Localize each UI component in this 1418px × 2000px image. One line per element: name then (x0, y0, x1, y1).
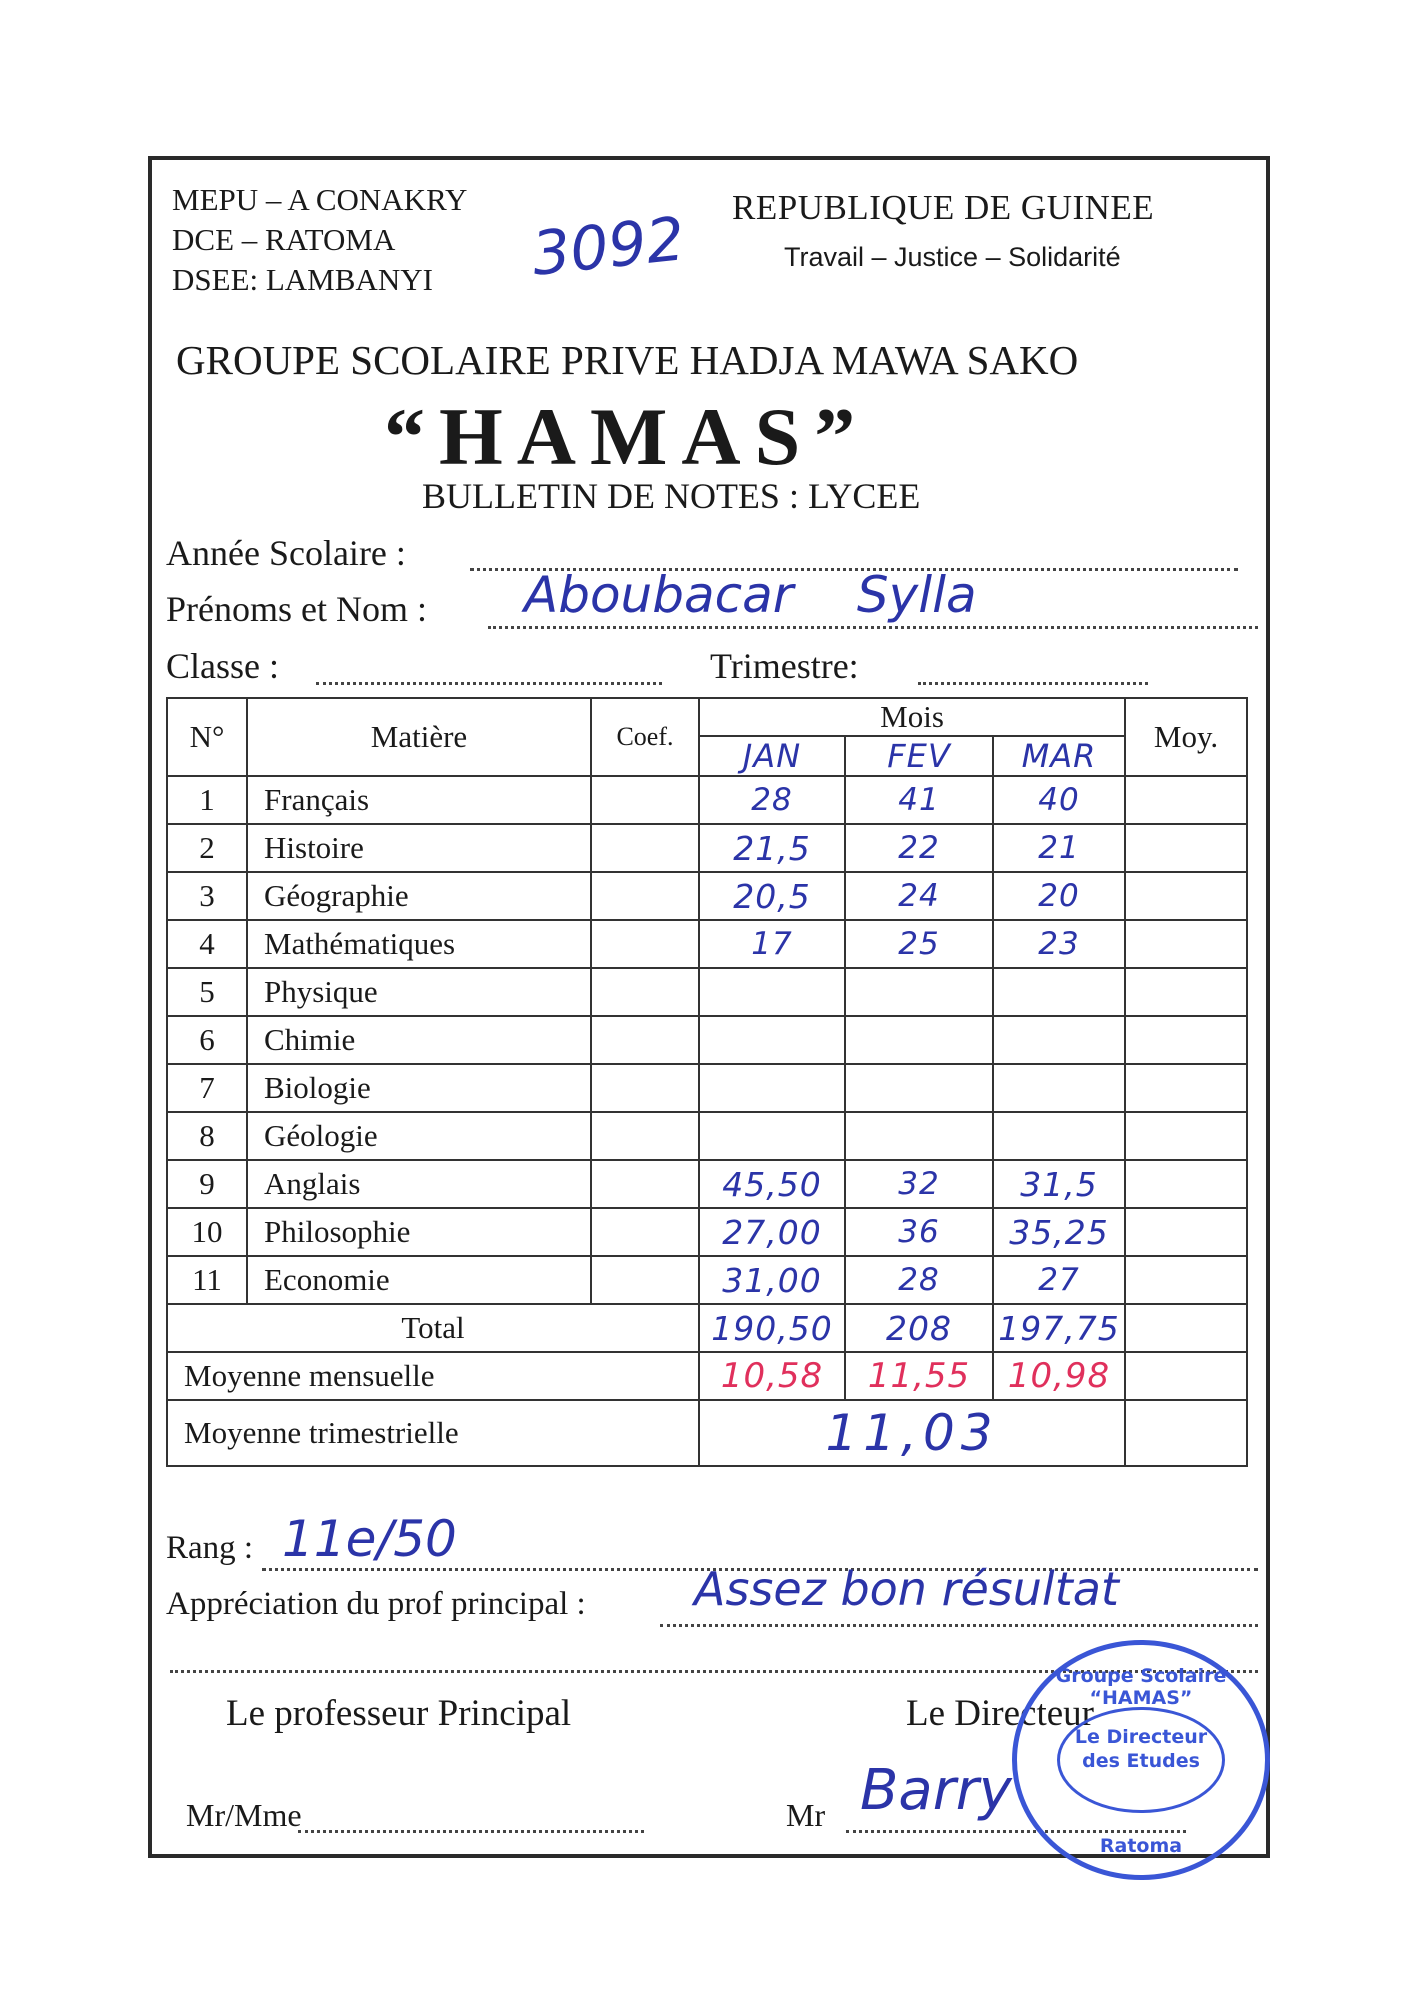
row-moy (1125, 968, 1247, 1016)
stamp-ring-text: Groupe Scolaire “HAMAS” (1055, 1665, 1227, 1709)
ministry-line-3: DSEE: LAMBANYI (172, 262, 433, 297)
row-subject: Biologie (247, 1064, 591, 1112)
row-coef (591, 920, 699, 968)
row-coef (591, 1208, 699, 1256)
total-label: Total (167, 1304, 699, 1352)
row-subject: Français (247, 776, 591, 824)
prof-principal-label: Le professeur Principal (226, 1693, 572, 1734)
row-jan: 31,00 (699, 1256, 845, 1304)
row-jan (699, 1064, 845, 1112)
appreciation-label: Appréciation du prof principal : (166, 1586, 586, 1622)
row-moy (1125, 776, 1247, 824)
row-fev: 22 (845, 824, 993, 872)
row-jan: 27,00 (699, 1208, 845, 1256)
mr-mme-label: Mr/Mme (186, 1797, 302, 1833)
mr-label: Mr (786, 1797, 826, 1833)
month-fev: FEV (845, 736, 993, 776)
annee-label: Année Scolaire : (166, 533, 406, 573)
handwritten-number: 3092 (528, 204, 688, 290)
table-row (167, 1208, 1247, 1256)
row-mar (993, 1064, 1125, 1112)
school-acronym: “HAMAS” (384, 391, 870, 482)
trimestrielle-value: 11,03 (699, 1400, 1125, 1466)
table-row (167, 1016, 1247, 1064)
row-fev (845, 968, 993, 1016)
row-number: 6 (167, 1016, 247, 1064)
total-jan: 190,50 (699, 1304, 845, 1352)
table-row (167, 1256, 1247, 1304)
row-coef (591, 1256, 699, 1304)
row-moy (1125, 824, 1247, 872)
row-moy (1125, 920, 1247, 968)
row-fev: 32 (845, 1160, 993, 1208)
row-mar: 31,5 (993, 1160, 1125, 1208)
row-jan: 28 (699, 776, 845, 824)
row-mar (993, 968, 1125, 1016)
row-fev: 28 (845, 1256, 993, 1304)
row-fev: 25 (845, 920, 993, 968)
rang-value: 11e/50 (282, 1510, 457, 1568)
mr-mme-field (298, 1808, 644, 1833)
row-subject: Anglais (247, 1160, 591, 1208)
row-subject: Mathématiques (247, 920, 591, 968)
trimestre-field (918, 654, 1148, 685)
row-jan: 20,5 (699, 872, 845, 920)
signature: Barry (860, 1758, 1012, 1823)
mensuelle-jan: 10,58 (699, 1352, 845, 1400)
month-mar: MAR (993, 736, 1125, 776)
row-fev (845, 1016, 993, 1064)
table-header-row (167, 698, 1247, 736)
bulletin-title: BULLETIN DE NOTES : LYCEE (422, 476, 921, 516)
ministry-line-2: DCE – RATOMA (172, 222, 396, 257)
row-number: 3 (167, 872, 247, 920)
school-stamp (1012, 1640, 1270, 1880)
total-fev: 208 (845, 1304, 993, 1352)
appreciation-value: Assez bon résultat (694, 1562, 1119, 1616)
republic-motto: Travail – Justice – Solidarité (784, 242, 1121, 272)
row-number: 9 (167, 1160, 247, 1208)
row-number: 8 (167, 1112, 247, 1160)
table-row (167, 968, 1247, 1016)
row-fev: 24 (845, 872, 993, 920)
trimestre-label: Trimestre: (710, 646, 859, 686)
row-fev (845, 1112, 993, 1160)
row-number: 11 (167, 1256, 247, 1304)
trimestrielle-label: Moyenne trimestrielle (167, 1400, 699, 1466)
row-subject: Physique (247, 968, 591, 1016)
row-jan: 17 (699, 920, 845, 968)
row-subject: Histoire (247, 824, 591, 872)
mensuelle-moy (1125, 1352, 1247, 1400)
row-mar (993, 1016, 1125, 1064)
stamp-center-text: Le Directeur des Etudes (1074, 1726, 1208, 1772)
header-mois: Mois (699, 698, 1125, 736)
row-coef (591, 1016, 699, 1064)
mensuelle-mar: 10,98 (993, 1352, 1125, 1400)
grade-rows (167, 776, 1247, 1304)
directeur-label: Le Directeur (906, 1693, 1094, 1734)
row-jan (699, 1016, 845, 1064)
row-jan (699, 968, 845, 1016)
row-coef (591, 872, 699, 920)
row-number: 4 (167, 920, 247, 968)
row-number: 1 (167, 776, 247, 824)
trimestrielle-row (167, 1400, 1247, 1466)
rang-label: Rang : (166, 1530, 254, 1566)
month-jan: JAN (699, 736, 845, 776)
grades-table (166, 697, 1248, 1467)
row-coef (591, 776, 699, 824)
mensuelle-fev: 11,55 (845, 1352, 993, 1400)
row-mar: 35,25 (993, 1208, 1125, 1256)
row-coef (591, 968, 699, 1016)
school-name: GROUPE SCOLAIRE PRIVE HADJA MAWA SAKO (176, 337, 1079, 383)
row-moy (1125, 1208, 1247, 1256)
row-mar: 20 (993, 872, 1125, 920)
row-coef (591, 824, 699, 872)
mensuelle-label: Moyenne mensuelle (167, 1352, 699, 1400)
table-row (167, 1064, 1247, 1112)
row-moy (1125, 1256, 1247, 1304)
table-row (167, 776, 1247, 824)
classe-field (316, 654, 662, 685)
row-jan: 45,50 (699, 1160, 845, 1208)
row-number: 10 (167, 1208, 247, 1256)
row-moy (1125, 1112, 1247, 1160)
nom-value: Aboubacar Sylla (524, 566, 977, 624)
total-moy (1125, 1304, 1247, 1352)
row-mar: 40 (993, 776, 1125, 824)
row-number: 2 (167, 824, 247, 872)
row-moy (1125, 1160, 1247, 1208)
table-row (167, 1112, 1247, 1160)
row-moy (1125, 872, 1247, 920)
row-subject: Philosophie (247, 1208, 591, 1256)
row-fev: 41 (845, 776, 993, 824)
header-coef: Coef. (591, 698, 699, 776)
row-mar (993, 1112, 1125, 1160)
row-coef (591, 1064, 699, 1112)
row-subject: Chimie (247, 1016, 591, 1064)
mensuelle-row (167, 1352, 1247, 1400)
row-jan (699, 1112, 845, 1160)
nom-label: Prénoms et Nom : (166, 589, 427, 629)
row-number: 5 (167, 968, 247, 1016)
ministry-block (172, 180, 467, 300)
header-moy: Moy. (1125, 698, 1247, 776)
total-row (167, 1304, 1247, 1352)
table-row (167, 872, 1247, 920)
row-fev: 36 (845, 1208, 993, 1256)
row-subject: Economie (247, 1256, 591, 1304)
row-number: 7 (167, 1064, 247, 1112)
ministry-line-1: MEPU – A CONAKRY (172, 182, 468, 217)
row-mar: 21 (993, 824, 1125, 872)
row-subject: Géologie (247, 1112, 591, 1160)
row-jan: 21,5 (699, 824, 845, 872)
republic-title: REPUBLIQUE DE GUINEE (732, 188, 1155, 227)
row-subject: Géographie (247, 872, 591, 920)
table-row (167, 824, 1247, 872)
header-no: N° (167, 698, 247, 776)
header-matiere: Matière (247, 698, 591, 776)
trimestrielle-moy (1125, 1400, 1247, 1466)
row-mar: 23 (993, 920, 1125, 968)
row-coef (591, 1160, 699, 1208)
total-mar: 197,75 (993, 1304, 1125, 1352)
stamp-bottom-text: Ratoma (1099, 1835, 1183, 1857)
classe-label: Classe : (166, 646, 279, 686)
row-moy (1125, 1016, 1247, 1064)
row-moy (1125, 1064, 1247, 1112)
table-row (167, 920, 1247, 968)
table-row (167, 1160, 1247, 1208)
row-mar: 27 (993, 1256, 1125, 1304)
row-coef (591, 1112, 699, 1160)
row-fev (845, 1064, 993, 1112)
